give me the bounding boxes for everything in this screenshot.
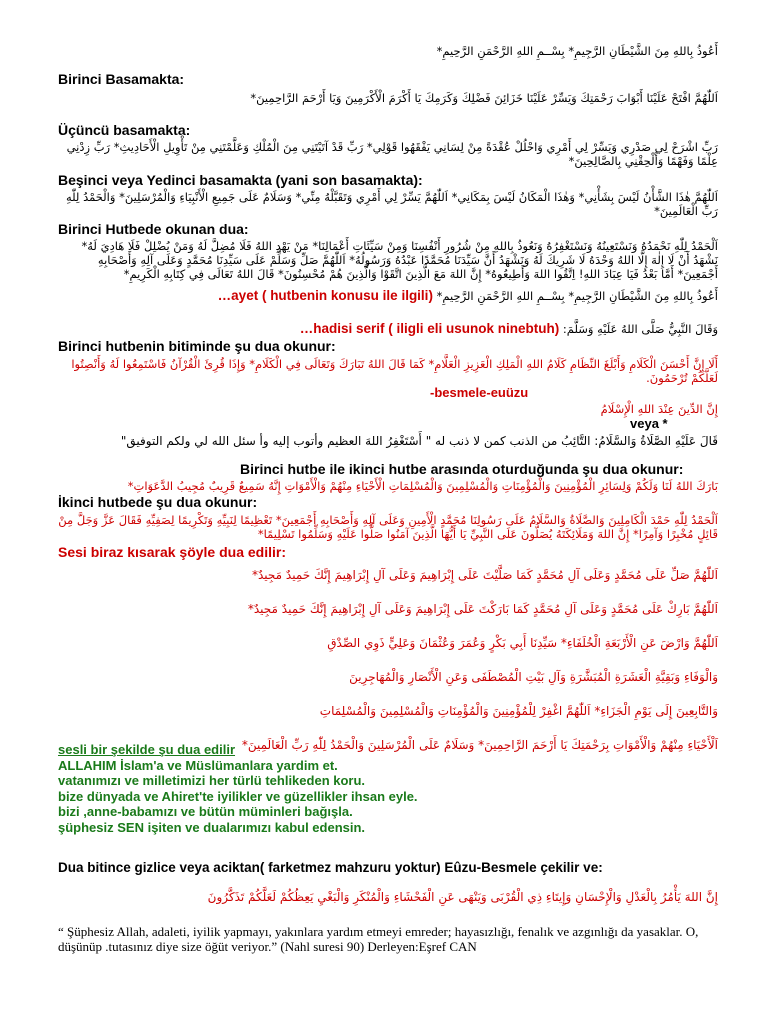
besmele-euzu-note: -besmele-euüzu	[430, 385, 529, 400]
arabic-birinci-hutbe-bitim: أَلَا إِنَّ أَحْسَنَ الْكَلَامِ وَأَبْلَغَ النِّظَامِ كَلَامُ اللهِ الْمَلِكِ الْعَزِيزِ الْعَلَّامِ* كَمَا قَالَ اللهُ تَبَارَكَ وَتَعَالَى فِي الْكَلَامِ* وَإِذَا قُرِئَ الْقُرْآنُ فَاسْتَمِعُوا لَهُ وَأَنْصِتُوا لَعَلَّكُمْ تُرْحَمُونَ.	[71, 357, 718, 385]
arabic-birinci-basamak: اَللّٰهُمَّ افْتَحْ عَلَيْنَا أَبْوَابَ رَحْمَتِكَ وَيَسِّرْ عَلَيْنَا خَزَائِنَ فَضْلِكَ وَكَرَمِكَ يَا أَكْرَمَ الْأَكْرَمِينَ وَيَا أَرْحَمَ الرَّاحِمِينَ*	[250, 91, 718, 105]
heading-arasinda-dua: Birinci hutbe ile ikinci hutbe arasında oturduğunda şu dua okunur:	[240, 461, 684, 477]
heading-ucuncu-basamak: Üçüncü basamakta:	[58, 122, 191, 138]
dua-line-5: şüphesiz SEN işiten ve dualarımızı kabul edensin.	[58, 819, 366, 835]
heading-salavat: Sesi biraz kısarak şöyle dua edilir:	[58, 544, 286, 560]
dua-line-1: ALLAHIM İslam'a ve Müslümanlara yardim et.	[58, 757, 338, 773]
arabic-hadis-line	[240, 322, 718, 336]
dua-line-2: vatanımızı ve milletimizi her türlü tehlikeden koru.	[58, 773, 366, 788]
arabic-islam-ayet: إِنَّ الدِّينَ عِنْدَ اللهِ الْإِسْلَامُ	[600, 402, 718, 416]
arabic-euzu-besmele: أَعُوذُ بِاللهِ مِنَ الشَّيْطَانِ الرَّجِيمِ* بِسْــمِ اللهِ الرَّحْمَنِ الرَّحِيمِ*	[436, 44, 718, 58]
arabic-ahya: اَلْأَحْيَاءِ مِنْهُمْ وَالْأَمْوَاتِ بِرَحْمَتِكَ يَا أَرْحَمَ الرَّاحِمِينَ* وَسَلَامٌ عَلَى الْمُرْسَلِينَ وَالْحَمْدُ لِلّٰهِ رَبِّ الْعَالَمِينَ*	[241, 738, 718, 752]
arabic-vefa: وَالْوَفَاءِ وَبَقِيَّةِ الْعَشَرَةِ الْمُبَشَّرَةِ وَآلِ بَيْتِ الْمُصْطَفَى وَعَنِ الْأَنْصَارِ وَالْمُهَاجِرِينَ	[349, 670, 718, 684]
arabic-salli: اَللّٰهُمَّ صَلِّ عَلَى مُحَمَّدٍ وَعَلَى آلِ مُحَمَّدٍ كَمَا صَلَّيْتَ عَلَى إِبْرَاهِيمَ وَعَلَى آلِ إِبْرَاهِيمَ إِنَّكَ حَمِيدٌ مَجِيدٌ*	[251, 568, 718, 582]
section-ayet	[0, 289, 768, 303]
heading-ikinci-hutbe: İkinci hutbede şu dua okunur:	[58, 494, 258, 510]
veya-label: veya *	[630, 416, 668, 431]
arabic-ayet-euzu: أَعُوذُ بِاللهِ مِنَ الشَّيْطَانِ الرَّجِيمِ* بِسْــمِ اللهِ الرَّحْمَنِ الرَّحِيمِ*	[436, 289, 718, 303]
dua-line-3: bize dünyada ve Ahiret'te iyilikler ve güzellikler ihsan eyle.	[58, 788, 418, 804]
heading-son-basamak: Beşinci veya Yedinci basamakta (yani son basamakta):	[58, 172, 423, 188]
section-birinci-hutbe-bitim	[0, 338, 768, 450]
heading-birinci-hutbe: Birinci Hutbede okunan dua:	[58, 221, 249, 237]
dua-line-4: bizi ,anne-babamızı ve bütün müminleri bağışla.	[58, 804, 353, 819]
arabic-ikinci-hutbe: اَلْحَمْدُ لِلّٰهِ حَمْدَ الْكَامِلِينَ وَالصَّلَاةُ وَالسَّلَامُ عَلَى رَسُولِنَا مُحَمَّدٍ الْأَمِينِ وَعَلَى آلِهِ وَأَصْحَابِهِ أَجْمَعِينَ* تَعْظِيمًا لِنَبِيِّهِ وَتَكْرِيمًا لِصَفِيِّهِ فَقَالَ عَزَّ وَجَلَّ مِنْ قَائِلٍ مُخْبِرًا وَآمِرًا* إِنَّ اللهَ وَمَلَائِكَتَهُ يُصَلُّونَ عَلَى النَّبِيِّ يَا أَيُّهَا الَّذِينَ آمَنُوا صَلُّوا عَلَيْهِ وَسَلِّمُوا تَسْلِيمًا*	[58, 513, 718, 541]
arabic-birinci-hutbe: اَلْحَمْدُ لِلّٰهِ نَحْمَدُهُ وَنَسْتَعِينُهُ وَنَسْتَغْفِرُهُ وَنَعُوذُ بِاللهِ مِنْ شُرُورِ أَنْفُسِنَا وَمِنْ سَيِّئَاتِ أَعْمَالِنَا* مَنْ يَهْدِ اللهُ فَلَا مُضِلَّ لَهُ وَمَنْ يُضْلِلْ فَلَا هَادِيَ لَهُ* نَشْهَدُ أَنْ لَا إِلٰهَ إِلَّا اللهُ وَحْدَهُ لَا شَرِيكَ لَهُ وَنَشْهَدُ أَنَّ سَيِّدَنَا مُحَمَّدًا عَبْدُهُ وَرَسُولُهُ* اَللّٰهُمَّ صَلِّ وَسَلِّمْ عَلَى سَيِّدِنَا مُحَمَّدٍ وَعَلَى آلِهِ وَأَصْحَابِهِ أَجْمَعِينَ* أَمَّا بَعْدُ فَيَا عِبَادَ اللهِ! اِتَّقُوا اللهَ وَأَطِيعُوهُ* إِنَّ اللهَ مَعَ الَّذِينَ اتَّقَوْا وَالَّذِينَ هُمْ مُحْسِنُونَ* قَالَ اللهُ تَعَالَى فِي كِتَابِهِ الْكَرِيمِ*	[81, 239, 718, 281]
arabic-son-basamak: اَللّٰهُمَّ هٰذَا الشَّأْنُ لَيْسَ بِشَأْنِي* وَهٰذَا الْمَكَانُ لَيْسَ بِمَكَانِي* اَللّٰهُمَّ يَسِّرْ لِي أَمْرِي وَتَقَبَّلْهُ مِنِّي* وَسَلَامٌ عَلَى جَمِيعِ الْأَنْبِيَاءِ وَالْمُرْسَلِينَ* وَالْحَمْدُ لِلّٰهِ رَبِّ الْعَالَمِينَ*	[65, 190, 718, 218]
arabic-tabiin: وَالتَّابِعِينَ إِلَى يَوْمِ الْجَزَاءِ* اَللّٰهُمَّ اغْفِرْ لِلْمُؤْمِنِينَ وَالْمُؤْمِنَاتِ وَالْمُسْلِمِينَ وَالْمُسْلِمَاتِ	[319, 704, 718, 718]
arabic-ayet-line	[58, 289, 718, 303]
arabic-hulefa: اَللّٰهُمَّ وَارْضَ عَنِ الْأَرْبَعَةِ الْخُلَفَاءِ* سَيِّدِنَا أَبِي بَكْرٍ وَعُمَرَ وَعُثْمَانَ وَعَلِيٍّ ذَوِي الصِّدْقِ	[327, 636, 718, 650]
arabic-arasinda-dua: بَارَكَ اللهُ لَنَا وَلَكُمْ وَلِسَائِرِ الْمُؤْمِنِينَ وَالْمُؤْمِنَاتِ وَالْمُسْلِمِينَ وَالْمُسْلِمَاتِ الْأَحْيَاءِ مِنْهُمْ وَالْأَمْوَاتِ إِنَّهُ سَمِيعٌ قَرِيبٌ مُجِيبُ الدَّعَوَاتِ*	[127, 479, 718, 493]
arabic-nahl-90: إِنَّ اللهَ يَأْمُرُ بِالْعَدْلِ وَالْإِحْسَانِ وَإِيتَاءِ ذِي الْقُرْبَى وَيَنْهَى عَنِ الْفَحْشَاءِ وَالْمُنْكَرِ وَالْبَغْيِ يَعِظُكُمْ لَعَلَّكُمْ تَذَكَّرُونَ	[207, 890, 718, 904]
section-salavat	[0, 544, 768, 758]
section-dua-bitince	[0, 860, 768, 904]
section-sesli-dua	[0, 742, 768, 835]
arabic-istigfar: قَالَ عَلَيْهِ الصَّلَاةُ وَالسَّلَامُ: التَّائِبُ من الذنب كمن لا ذنب له " أَسْتَغْفِرُ اللهَ العظيم وأتوب إليه وأ سئل الله لي ولكم التوفيق"	[120, 434, 718, 448]
section-birinci-basamak	[0, 71, 768, 105]
heading-dua-bitince: Dua bitince gizlice veya aciktan( farketmez mahzuru yoktur) Eûzu-Besmele çekilir ve:	[58, 860, 603, 875]
arabic-hadis: وَقَالَ النَّبِيُّ صَلَّى اللهُ عَلَيْهِ وَسَلَّمَ:	[562, 322, 718, 336]
section-meal	[0, 924, 768, 954]
heading-sesli-dua: sesli bir şekilde şu dua edilir	[58, 742, 236, 757]
section-ikinci-hutbe	[0, 494, 768, 541]
hadis-note: hadisi serif ( iligli eli usunok ninebtuh)…	[299, 321, 560, 336]
section-son-basamak	[0, 172, 768, 218]
section-arasinda-dua	[0, 461, 768, 493]
section-birinci-hutbe	[0, 221, 768, 281]
ayet-note: ayet ( hutbenin konusu ile ilgili)…	[217, 288, 433, 303]
heading-birinci-basamak: Birinci Basamakta:	[58, 71, 185, 87]
turkish-meal-footer: “ Şüphesiz Allah, adaleti, iyilik yapmayı, yakınlara yardım etmeyi emreder; hayasızlığı, fenalık ve azgınlığı da yasaklar. O, düşünüp .tutasınız diye size öğüt veriyor.” (Nahl suresi 90) Derleyen:Eşref CAN	[58, 924, 699, 954]
heading-birinci-hutbe-bitim: Birinci hutbenin bitiminde şu dua okunur:	[58, 338, 336, 354]
arabic-barik: اَللّٰهُمَّ بَارِكْ عَلَى مُحَمَّدٍ وَعَلَى آلِ مُحَمَّدٍ كَمَا بَارَكْتَ عَلَى إِبْرَاهِيمَ وَعَلَى آلِ إِبْرَاهِيمَ إِنَّكَ حَمِيدٌ مَجِيدٌ*	[247, 602, 718, 616]
section-ucuncu-basamak	[0, 122, 768, 168]
section-hadis	[0, 322, 768, 336]
section-eüzu-besmele	[0, 44, 768, 58]
arabic-ucuncu-basamak: رَبِّ اشْرَحْ لِي صَدْرِي وَيَسِّرْ لِي أَمْرِي وَاحْلُلْ عُقْدَةً مِنْ لِسَانِي يَفْقَهُوا قَوْلِي* رَبِّ قَدْ آتَيْتَنِي مِنَ الْمُلْكِ وَعَلَّمْتَنِي مِنْ تَأْوِيلِ الْأَحَادِيثِ* رَبِّ زِدْنِي عِلْمًا وَفَهْمًا وَأَلْحِقْنِي بِالصَّالِحِينَ*	[66, 140, 718, 168]
